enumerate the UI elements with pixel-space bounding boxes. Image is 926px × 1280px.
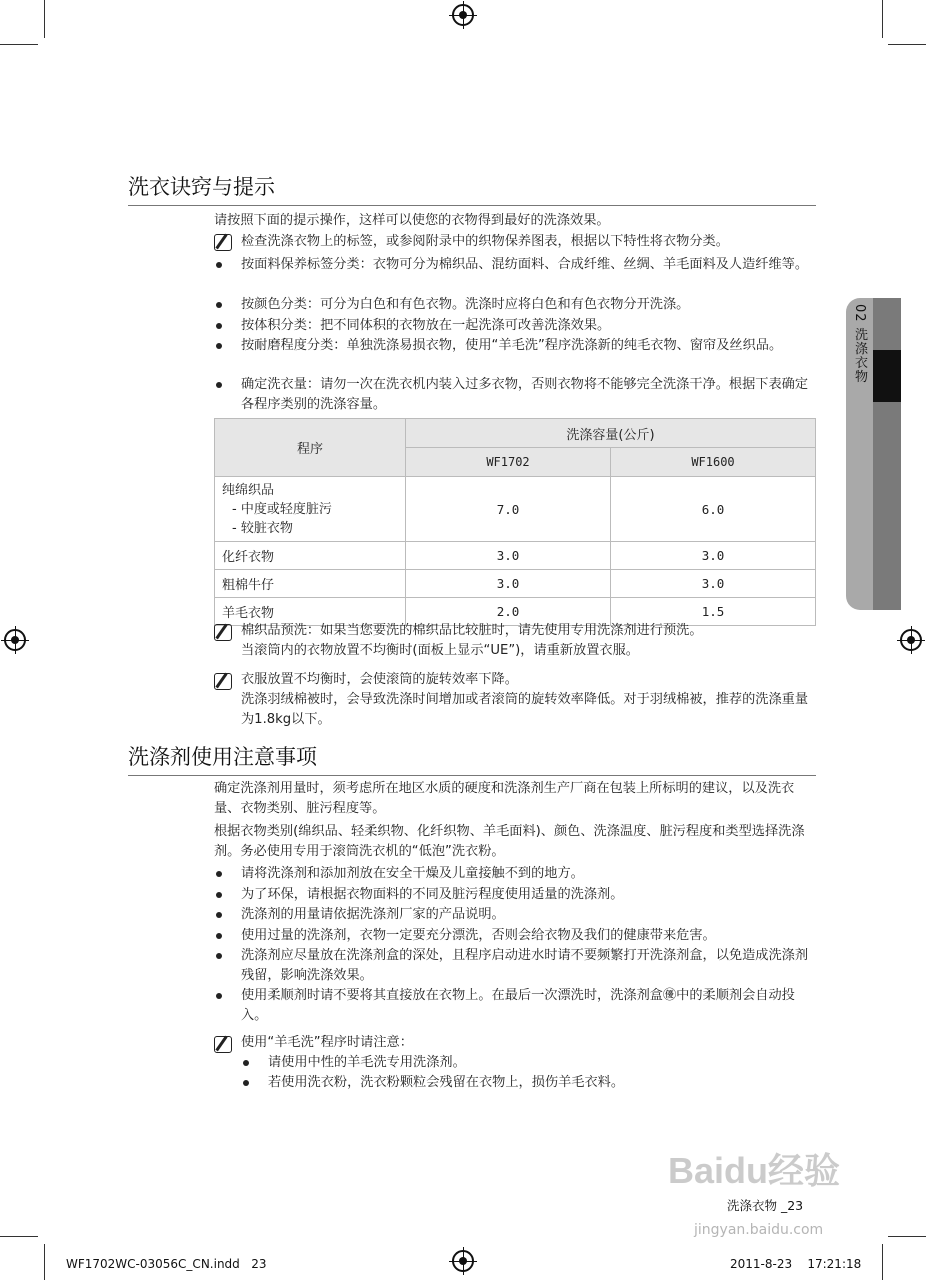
header-model-wf1600: WF1600 [611, 448, 816, 477]
list-item: 按体积分类：把不同体积的衣物放在一起洗涤可改善洗涤效果。 [214, 316, 816, 336]
cell-value: 7.0 [406, 477, 611, 542]
header-model-wf1702: WF1702 [406, 448, 611, 477]
registration-mark-icon [900, 629, 922, 651]
row-sub-label: - 较脏衣物 [232, 520, 293, 536]
list-item: 洗涤剂应尽量放在洗涤剂盒的深处，且程序启动进水时请不要频繁打开洗涤剂盒，以免造成洗涤剂残留，影响洗涤效果。 [214, 946, 816, 985]
crop-mark [888, 1236, 926, 1237]
note-unbalanced: 当滚筒内的衣物放置不均衡时(面板上显示“UE”)，请重新放置衣服。 [241, 643, 639, 658]
capacity-table [214, 418, 816, 626]
note-spin-efficiency: 衣服放置不均衡时，会使滚筒的旋转效率下降。 [241, 672, 518, 687]
watermark-url: jingyan.baidu.com [694, 1222, 824, 1238]
crop-mark [44, 0, 45, 38]
note-icon [214, 624, 232, 641]
registration-mark-icon [4, 629, 26, 651]
cell-value: 6.0 [611, 477, 816, 542]
detergent-para-1: 确定洗涤剂用量时，须考虑所在地区水质的硬度和洗涤剂生产厂商在包装上所标明的建议，以及洗衣量、衣物类别、脏污程度等。 [214, 781, 795, 816]
list-item: 请将洗涤剂和添加剂放在安全干燥及儿童接触不到的地方。 [214, 864, 816, 884]
crop-mark [888, 44, 926, 45]
note-prewash: 棉织品预洗：如果当您要洗的棉织品比较脏时，请先使用专用洗涤剂进行预洗。 [241, 623, 703, 638]
row-name: 化纤衣物 [215, 542, 406, 570]
note-duvet: 洗涤羽绒棉被时，会导致洗涤时间增加或者滚筒的旋转效率降低。对于羽绒棉被，推荐的洗涤重量为1.8kg以下。 [241, 692, 809, 727]
cell-value: 1.5 [611, 598, 816, 626]
list-item: 按耐磨程度分类：单独洗涤易损衣物，使用“羊毛洗”程序洗涤新的纯毛衣物、窗帘及丝织品。 [214, 336, 816, 356]
registration-mark-icon [452, 1250, 474, 1272]
list-item: 若使用洗衣粉，洗衣粉颗粒会残留在衣物上，损伤羊毛衣料。 [241, 1073, 816, 1093]
cell-value: 3.0 [406, 570, 611, 598]
table-row [215, 477, 816, 542]
row-name: 粗棉牛仔 [215, 570, 406, 598]
print-date: 2011-8-23 17:21:18 [730, 1257, 862, 1271]
section-title-laundry-tips: 洗衣诀窍与提示 [128, 174, 816, 206]
chapter-label: 02 洗涤衣物 [852, 304, 867, 384]
list-item: 使用柔顺剂时请不要将其直接放在衣物上。在最后一次漂洗时，洗涤剂盒㊝中的柔顺剂会自动投入。 [214, 986, 816, 1025]
note-icon [214, 1036, 232, 1053]
intro-text: 请按照下面的提示操作，这样可以使您的衣物得到最好的洗涤效果。 [214, 213, 610, 228]
page-number-label: 洗涤衣物 _23 [727, 1198, 804, 1213]
cell-value: 3.0 [611, 542, 816, 570]
note-sort-clothes: 检查洗涤衣物上的标签，或参阅附录中的织物保养图表，根据以下特性将衣物分类。 [241, 234, 729, 249]
row-name: 羊毛衣物 [215, 598, 406, 626]
list-item: 按面料保养标签分类：衣物可分为棉织品、混纺面料、合成纤维、丝绸、羊毛面料及人造纤维等。 [214, 255, 816, 275]
list-item: 确定洗衣量：请勿一次在洗衣机内装入过多衣物，否则衣物将不能够完全洗涤干净。根据下表确定各程序类别的洗涤容量。 [214, 375, 816, 414]
crop-mark [882, 0, 883, 38]
cell-value: 2.0 [406, 598, 611, 626]
table-row [215, 542, 816, 570]
row-sub-label: - 中度或轻度脏污 [232, 501, 332, 517]
list-item: 使用过量的洗涤剂，衣物一定要充分漂洗，否则会给衣物及我们的健康带来危害。 [214, 926, 816, 946]
crop-mark [0, 1236, 38, 1237]
crop-mark [0, 44, 38, 45]
note-wool-title: 使用“羊毛洗”程序时请注意： [241, 1035, 413, 1050]
watermark-logo: Baidu经验 [668, 1150, 841, 1191]
crop-mark [882, 1244, 883, 1280]
cell-value: 3.0 [611, 570, 816, 598]
section-title-detergent: 洗涤剂使用注意事项 [128, 744, 816, 776]
list-item: 按颜色分类：可分为白色和有色衣物。洗涤时应将白色和有色衣物分开洗涤。 [214, 295, 816, 315]
chapter-side-tab [846, 298, 901, 610]
note-icon [214, 234, 232, 251]
header-capacity: 洗涤容量(公斤) [406, 419, 816, 448]
crop-mark [44, 1244, 45, 1280]
table-row [215, 570, 816, 598]
note-icon [214, 673, 232, 690]
list-item: 请使用中性的羊毛洗专用洗涤剂。 [241, 1053, 816, 1073]
list-item: 为了环保，请根据衣物面料的不同及脏污程度使用适量的洗涤剂。 [214, 885, 816, 905]
detergent-para-2: 根据衣物类别(绵织品、轻柔织物、化纤织物、羊毛面料)、颜色、洗涤温度、脏污程度和类型选择洗涤剂。务必使用专用于滚筒洗衣机的“低泡”洗衣粉。 [214, 824, 805, 859]
file-name: WF1702WC-03056C_CN.indd 23 [66, 1257, 267, 1271]
list-item: 洗涤剂的用量请依据洗涤剂厂家的产品说明。 [214, 905, 816, 925]
row-name: 纯绵织品 [222, 482, 275, 498]
registration-mark-icon [452, 4, 474, 26]
header-program: 程序 [215, 419, 406, 477]
cell-value: 3.0 [406, 542, 611, 570]
